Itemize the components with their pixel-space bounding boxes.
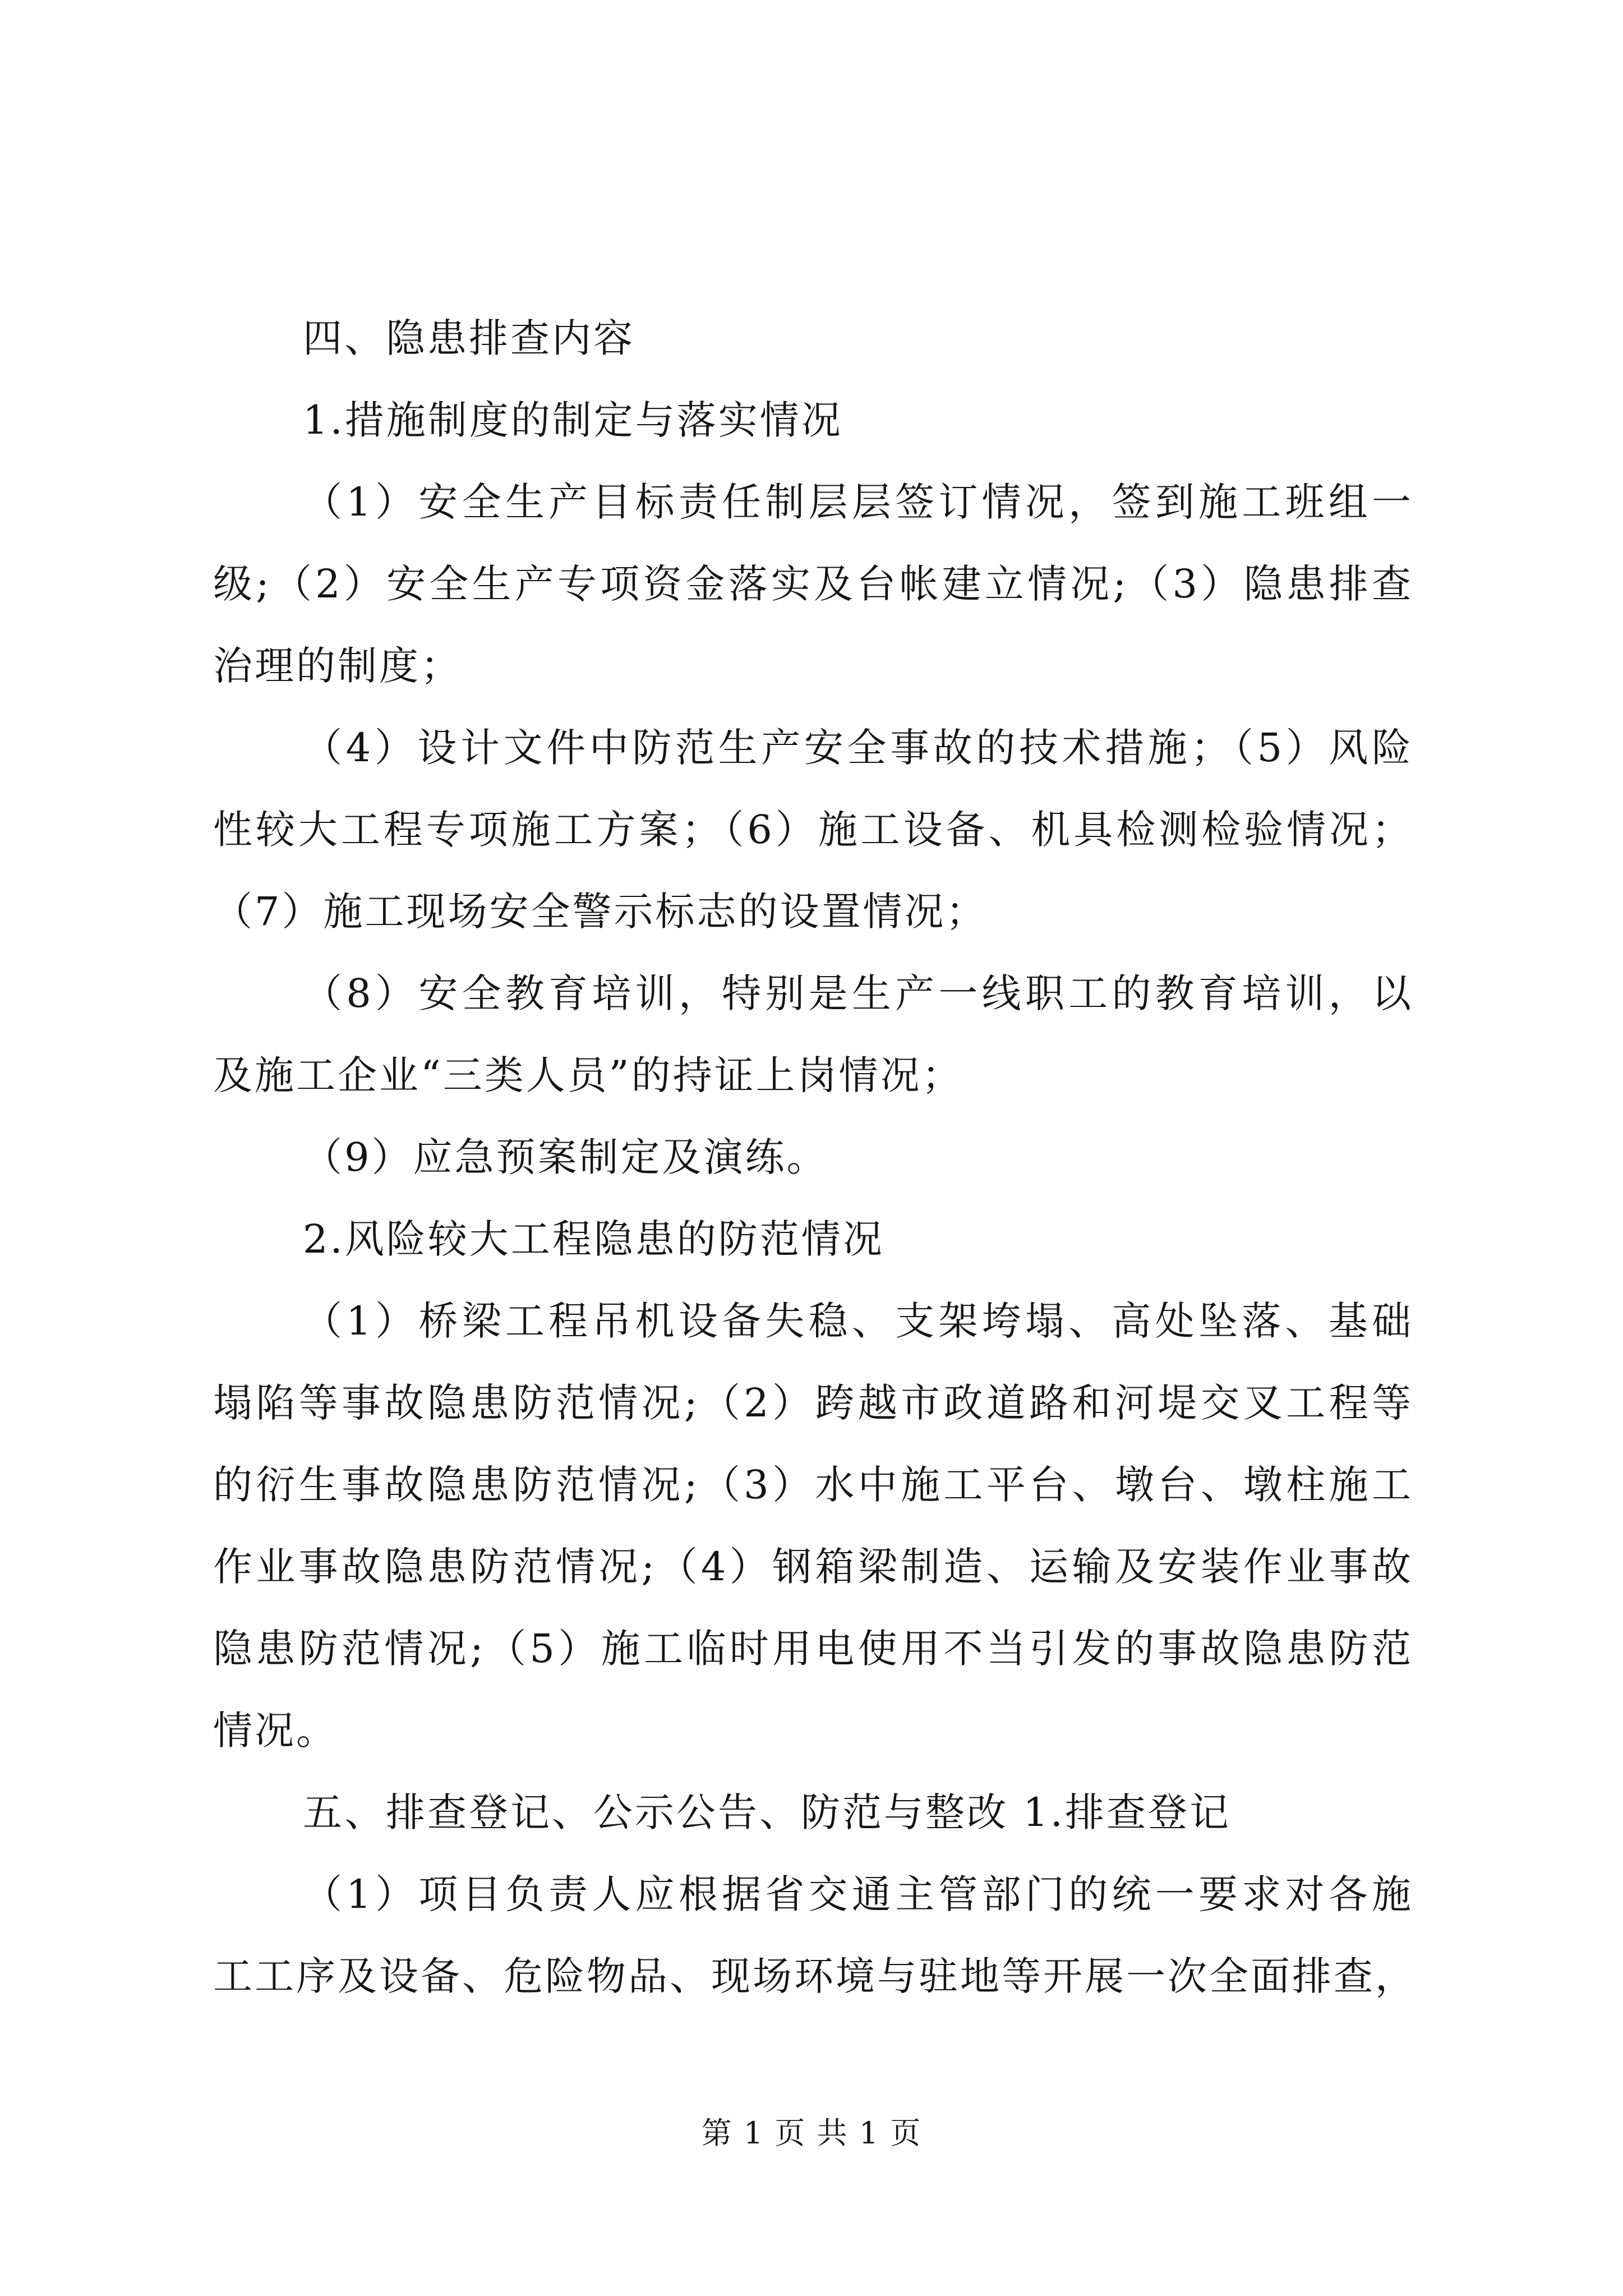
paragraph-line: （4）设计文件中防范生产安全事故的技术措施；（5）风险	[303, 725, 1413, 771]
page-footer: 第 1 页 共 1 页	[701, 2115, 922, 2151]
paragraph-line: （9）应急预案制定及演练。	[303, 1134, 828, 1180]
paragraph-line: 治理的制度；	[213, 643, 462, 689]
paragraph-line: （1）项目负责人应根据省交通主管部门的统一要求对各施	[303, 1871, 1413, 1917]
paragraph-line: 隐患防范情况;（5）施工临时用电使用不当引发的事故隐患防范	[213, 1626, 1413, 1672]
subsection-heading: 2.风险较大工程隐患的防范情况	[303, 1216, 884, 1262]
subsection-heading: 1.措施制度的制定与落实情况	[303, 397, 843, 443]
section-heading: 五、排查登记、公示公告、防范与整改 1.排查登记	[303, 1789, 1232, 1835]
paragraph-line: 及施工企业“三类人员”的持证上岗情况；	[213, 1052, 963, 1098]
paragraph-line: （1）安全生产目标责任制层层签订情况，签到施工班组一	[303, 479, 1413, 525]
paragraph-line: 作业事故隐患防范情况;（4）钢箱梁制造、运输及安装作业事故	[213, 1544, 1413, 1590]
paragraph-line: 情况。	[213, 1708, 338, 1754]
paragraph-line: 的衍生事故隐患防范情况;（3）水中施工平台、墩台、墩柱施工	[213, 1462, 1413, 1508]
paragraph-line: 级;（2）安全生产专项资金落实及台帐建立情况;（3）隐患排查	[213, 561, 1413, 607]
paragraph-line: 塌陷等事故隐患防范情况;（2）跨越市政道路和河堤交叉工程等	[213, 1380, 1413, 1426]
paragraph-line: （7）施工现场安全警示标志的设置情况；	[213, 889, 988, 935]
paragraph-line: 工工序及设备、危险物品、现场环境与驻地等开展一次全面排查，	[213, 1953, 1417, 1999]
paragraph-line: （8）安全教育培训，特别是生产一线职工的教育培训，以	[303, 970, 1413, 1016]
section-heading: 四、隐患排查内容	[303, 315, 635, 361]
paragraph-line: （1）桥梁工程吊机设备失稳、支架垮塌、高处坠落、基础	[303, 1298, 1413, 1344]
paragraph-line: 性较大工程专项施工方案；（6）施工设备、机具检测检验情况；	[213, 807, 1413, 853]
